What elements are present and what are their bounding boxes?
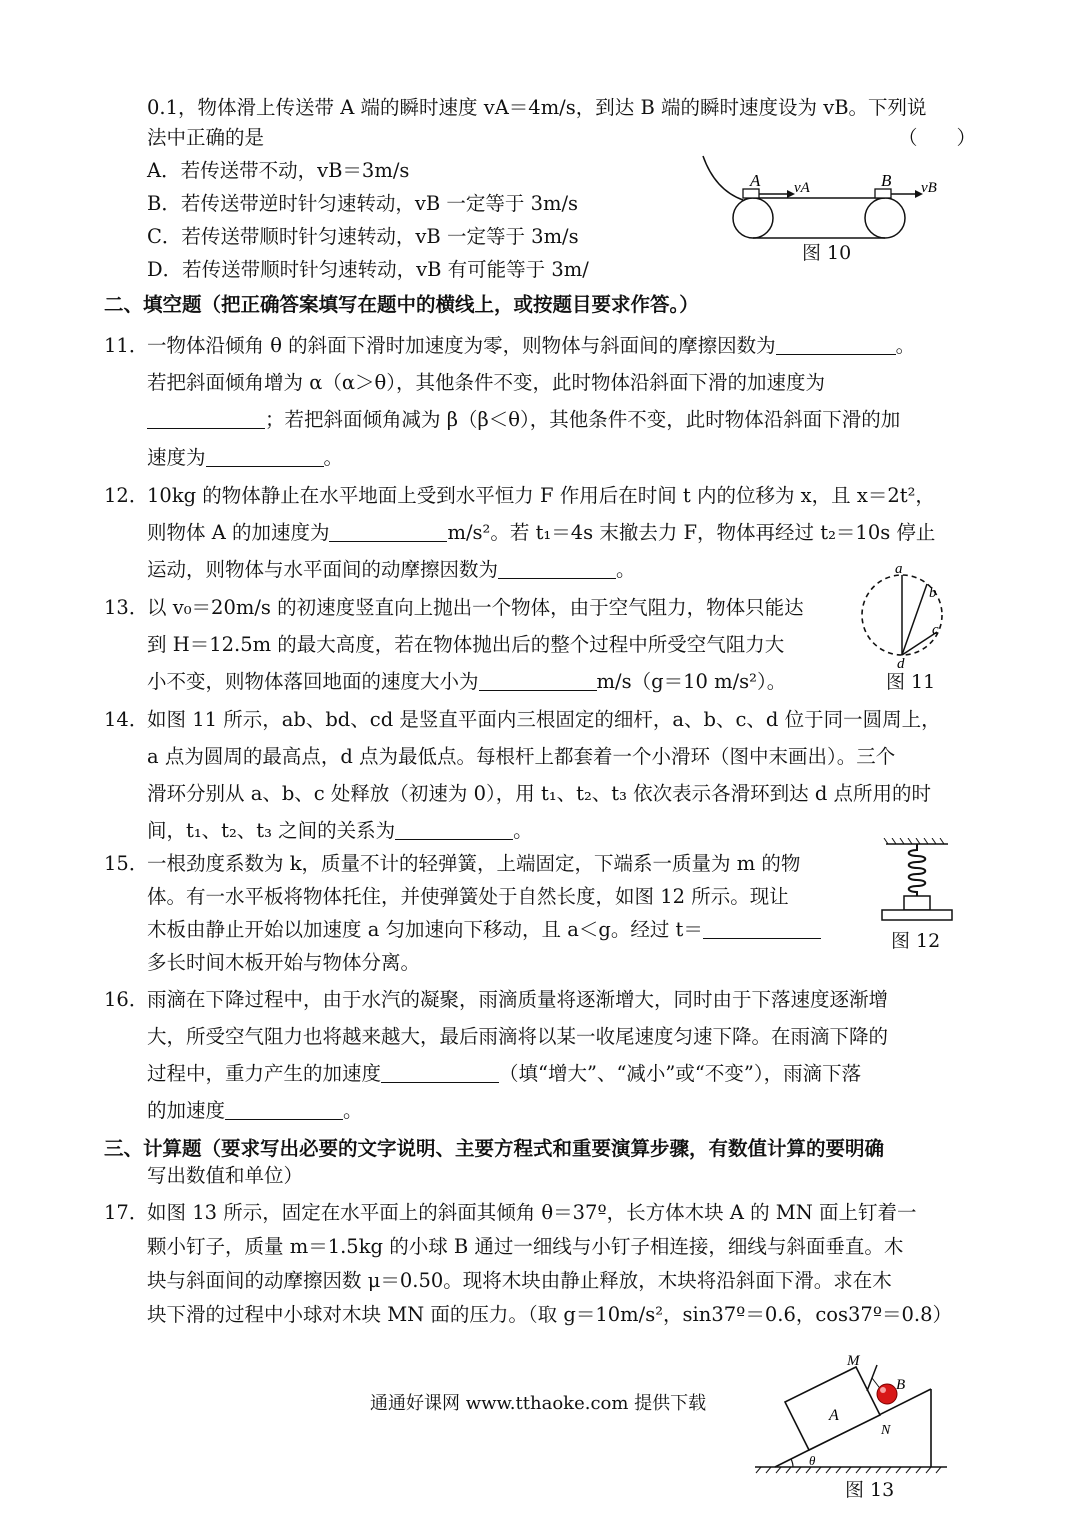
figure-11-circle [855, 560, 945, 670]
q12-line1: 10kg 的物体静止在水平地面上受到水平恒力 F 作用后在时间 t 内的位移为 x，且 x＝2t²， [147, 484, 935, 507]
q15-number: 15． [104, 852, 149, 875]
q11-number: 11． [104, 334, 149, 357]
q17-line2: 颗小钉子，质量 m＝1.5kg 的小球 B 通过一细线与小钉子相连接，细线与斜面垂直。木 [147, 1235, 904, 1258]
q16-line4 [147, 1098, 363, 1124]
figure-13-incline [755, 1345, 955, 1480]
q11-line4 [147, 445, 343, 471]
answer-blank[interactable] [147, 408, 265, 429]
fig13-label-n: N [881, 1423, 891, 1438]
footer-source: 通通好课网 www.tthaoke.com 提供下载 [370, 1393, 707, 1414]
q12-text3a: 运动，则物体与水平面间的动摩擦因数为 [147, 558, 499, 581]
answer-blank[interactable] [225, 1099, 343, 1120]
fig12-caption: 图 12 [891, 930, 941, 952]
q10-option-a: A．若传送带不动，vB＝3m/s [147, 159, 410, 182]
fig13-label-a: A [829, 1407, 839, 1424]
fig11-caption: 图 11 [886, 671, 936, 693]
q10-line1: 0.1，物体滑上传送带 A 端的瞬时速度 vA＝4m/s，到达 B 端的瞬时速度设为 vB。下列说 [147, 96, 927, 119]
q14-line4 [147, 818, 533, 844]
q15-line1: 一根劲度系数为 k，质量不计的轻弹簧，上端固定，下端系一质量为 m 的物 [147, 852, 801, 875]
q17-line1: 如图 13 所示，固定在水平面上的斜面其倾角 θ＝37º，长方体木块 A 的 MN 面上钉着一 [147, 1201, 917, 1224]
q11-line1 [147, 333, 915, 359]
q16-line3 [147, 1061, 861, 1087]
answer-paren: （ ） [898, 126, 977, 149]
answer-blank[interactable] [381, 1062, 499, 1083]
section-2-heading: 二、填空题（把正确答案填写在题中的横线上，或按题目要求作答。） [104, 293, 699, 316]
q12-text2b: m/s²。若 t₁＝4s 末撤去力 F，物体再经过 t₂＝10s 停止 [447, 521, 936, 544]
q12-line3 [147, 557, 636, 583]
q10-option-c: C．若传送带顺时针匀速转动，vB 一定等于 3m/s [147, 225, 579, 248]
q15-line2: 体。有一水平板将物体托住，并使弹簧处于自然长度，如图 12 所示。现让 [147, 885, 789, 908]
q16-line1: 雨滴在下降过程中，由于水汽的凝聚，雨滴质量将逐渐增大，同时由于下落速度逐渐增 [147, 988, 889, 1011]
q17-number: 17． [104, 1201, 149, 1224]
answer-blank[interactable] [395, 819, 513, 840]
fig10-caption: 图 10 [802, 242, 852, 264]
q14-number: 14． [104, 708, 149, 731]
figure-10-conveyor [695, 150, 955, 245]
q11-text1-end: 。 [895, 334, 916, 357]
q12-text2a: 则物体 A 的加速度为 [147, 521, 330, 544]
q10-option-d: D．若传送带顺时针匀速转动，vB 有可能等于 3m/ [147, 258, 589, 281]
figure-12-spring [878, 838, 958, 928]
q16-text3a: 过程中，重力产生的加速度 [147, 1062, 382, 1085]
answer-blank[interactable] [206, 446, 324, 467]
section-3-heading-cont: 写出数值和单位） [147, 1164, 304, 1187]
fig13-caption: 图 13 [845, 1479, 895, 1501]
answer-blank[interactable] [498, 558, 616, 579]
q16-text4a: 的加速度 [147, 1099, 226, 1122]
q12-number: 12． [104, 484, 149, 507]
q10-option-b: B．若传送带逆时针匀速转动，vB 一定等于 3m/s [147, 192, 579, 215]
fig11-label-c: c [932, 622, 939, 638]
q13-text3a: 小不变，则物体落回地面的速度大小为 [147, 670, 479, 693]
fig13-label-b: B [896, 1377, 906, 1393]
fig11-label-d: d [897, 656, 905, 670]
q13-line1: 以 v₀＝20m/s 的初速度竖直向上抛出一个物体，由于空气阻力，物体只能达 [147, 596, 804, 619]
fig13-label-theta: θ [809, 1453, 816, 1468]
q15-line4: 多长时间木板开始与物体分离。 [147, 951, 421, 974]
q17-line3: 块与斜面间的动摩擦因数 μ＝0.50。现将木块由静止释放，木块将沿斜面下滑。求在木 [147, 1269, 892, 1292]
q16-number: 16． [104, 988, 149, 1011]
q11-text4b: 。 [323, 446, 344, 469]
q13-line2: 到 H＝12.5m 的最大高度，若在物体抛出后的整个过程中所受空气阻力大 [147, 633, 785, 656]
q13-text3b: m/s（g＝10 m/s²）。 [596, 670, 787, 693]
fig10-label-a: A [750, 171, 761, 190]
answer-blank[interactable] [329, 521, 447, 542]
q11-text3: ；若把斜面倾角减为 β（β＜θ），其他条件不变，此时物体沿斜面下滑的加 [265, 408, 901, 431]
fig13-ball-b [877, 1384, 897, 1404]
q11-line3 [147, 407, 900, 433]
fig13-label-m: M [847, 1353, 860, 1369]
fig10-label-vb: vB [921, 180, 937, 196]
q10-line2: 法中正确的是 [147, 126, 265, 149]
q12-text3b: 。 [616, 558, 636, 581]
q16-text3b: （填“增大”、“减小”或“不变”），雨滴下落 [499, 1062, 862, 1085]
q12-line2 [147, 520, 935, 546]
q13-line3 [147, 669, 786, 695]
fig11-label-a: a [895, 561, 903, 577]
q17-line4: 块下滑的过程中小球对木块 MN 面的压力。（取 g＝10m/s²，sin37º＝0.6，cos37º＝0.8） [147, 1303, 953, 1326]
q11-text1: 一物体沿倾角 θ 的斜面下滑时加速度为零，则物体与斜面间的摩擦因数为 [147, 334, 776, 357]
q14-text4a: 间，t₁、t₂、t₃ 之间的关系为 [147, 819, 396, 842]
q16-text4b: 。 [343, 1099, 363, 1122]
q14-text4b: 。 [513, 819, 533, 842]
fig11-label-b: b [929, 585, 937, 601]
q15-line3 [147, 917, 821, 943]
q11-line2: 若把斜面倾角增为 α（α＞θ），其他条件不变，此时物体沿斜面下滑的加速度为 [147, 371, 826, 394]
fig10-label-b: B [881, 171, 892, 190]
q14-line2: a 点为圆周的最高点，d 点为最低点。每根杆上都套着一个小滑环（图中末画出）。三个 [147, 745, 896, 768]
q16-line2: 大，所受空气阻力也将越来越大，最后雨滴将以某一收尾速度匀速下降。在雨滴下降的 [147, 1025, 889, 1048]
q14-line1: 如图 11 所示，ab、bd、cd 是竖直平面内三根固定的细杆，a、b、c、d 位于同一圆周上， [147, 708, 941, 731]
answer-blank[interactable] [776, 334, 896, 355]
fig10-label-va: vA [794, 180, 810, 196]
section-3-heading: 三、计算题（要求写出必要的文字说明、主要方程式和重要演算步骤，有数值计算的要明确 [104, 1137, 885, 1160]
q11-text4a: 速度为 [147, 446, 206, 469]
q13-number: 13． [104, 596, 149, 619]
answer-blank[interactable] [703, 918, 821, 939]
q15-text3: 木板由静止开始以加速度 a 匀加速向下移动，且 a＜g。经过 t＝ [147, 918, 703, 941]
q14-line3: 滑环分别从 a、b、c 处释放（初速为 0），用 t₁、t₂、t₃ 依次表示各滑环到达 d 点所用的时 [147, 782, 932, 805]
answer-blank[interactable] [479, 670, 597, 691]
